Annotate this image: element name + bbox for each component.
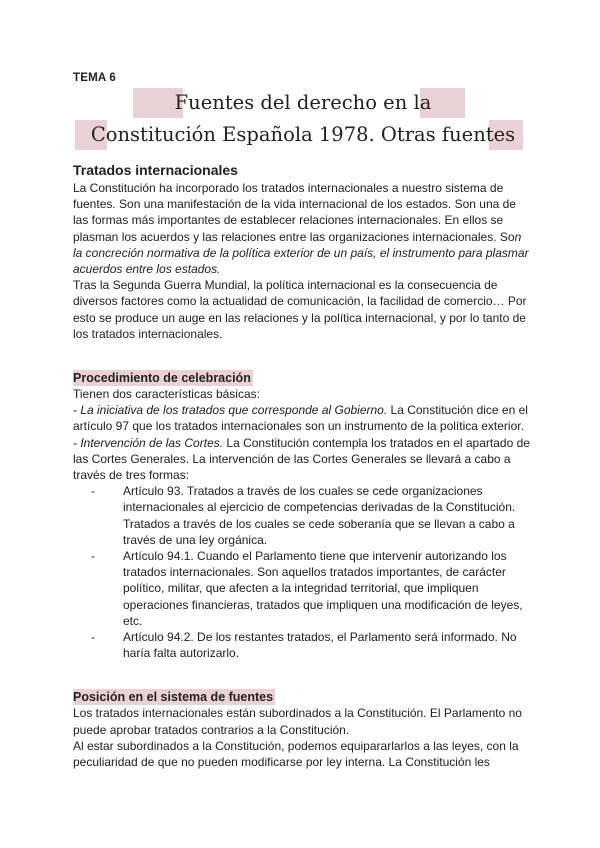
paragraph-italic: - Intervención de las Cortes. — [73, 435, 224, 450]
list-dash: - — [91, 549, 95, 564]
paragraph-text: La Constitución contempla los tratados en el apartado de las Cortes Generales. La intervención de las Cortes Generales se llevará a cabo a través de tres formas: — [73, 435, 530, 483]
document-page — [73, 72, 533, 770]
list-item — [91, 629, 533, 661]
title-text-2: Constitución Española 1978. Otras fuentes — [90, 123, 516, 146]
paragraph: Al estar subordinados a la Constitución, podemos equipararlarlos a las leyes, con la peculiaridad de que no pueden modificarse por ley interna. La Constitución les — [73, 738, 519, 770]
paragraph-text: La Constitución dice en el artículo 97 que los tratados internacionales son un instrumento de la política exterior. — [73, 403, 528, 434]
list-item-text: Artículo 94.1. Cuando el Parlamento tiene que intervenir autorizando los tratados internacionales. Son aquellos tratados importantes, de carácter político, militar, que afecten a la integridad territorial, que impliquen operaciones financieras, tratados que impliquen una modificación de leyes, etc. — [123, 549, 523, 628]
paragraph — [73, 435, 533, 484]
title-text-1: Fuentes del derecho en la — [174, 91, 432, 114]
section-heading-procedimiento: Procedimiento de celebración — [73, 371, 251, 386]
list-item-text: Artículo 94.2. De los restantes tratados, el Parlamento será informado. No haría falta autorizarlo. — [123, 630, 517, 661]
paragraph: Tienen dos características básicas: — [73, 387, 260, 402]
tema-label: TEMA 6 — [73, 72, 116, 84]
paragraph: Los tratados internacionales están subordinados a la Constitución. El Parlamento no puede aprobar tratados contrarios a la Constitución. — [73, 706, 522, 737]
title-line-2 — [73, 120, 533, 150]
list-dash: - — [91, 484, 95, 499]
paragraph: Tras la Segunda Guerra Mundial, la política internacional es la consecuencia de diversos factores como la actualidad de comunicación, la facilidad de comercio… Por esto se produce un auge en las relaciones y la política internacional, y por lo tanto de los tratados internacionales. — [73, 278, 527, 341]
section-heading-posicion: Posición en el sistema de fuentes — [73, 690, 274, 705]
section-heading-tratados: Tratados internacionales — [73, 162, 238, 178]
list-item — [91, 548, 533, 629]
paragraph-italic: - La iniciativa de los tratados que corresponde al Gobierno. — [73, 403, 388, 418]
list-dash: - — [91, 630, 95, 645]
paragraph — [73, 180, 533, 277]
paragraph — [73, 402, 533, 434]
list-item-text: Artículo 93. Tratados a través de los cuales se cede organizaciones internacionales al ejercicio de competencias derivadas de la Constitución. Tratados a través de los cuales se cede soberanía que se llevan a cabo a través de una ley orgánica. — [123, 484, 516, 547]
paragraph-italic: n la concreción normativa de la política exterior de un país, el instrumento para plasmar acuerdos entre los estados. — [73, 229, 529, 277]
paragraph-text: La Constitución ha incorporado los tratados internacionales a nuestro sistema de fuentes. Son una manifestación de la vida internacional de los estados. Son una de las formas más importantes de establecer relaciones internacionales. En ellos se plasman los acuerdos y las relaciones entre las organizaciones internacionales. So — [73, 181, 516, 244]
title-line-1 — [73, 88, 533, 118]
article-list — [73, 483, 533, 661]
list-item — [91, 483, 533, 548]
